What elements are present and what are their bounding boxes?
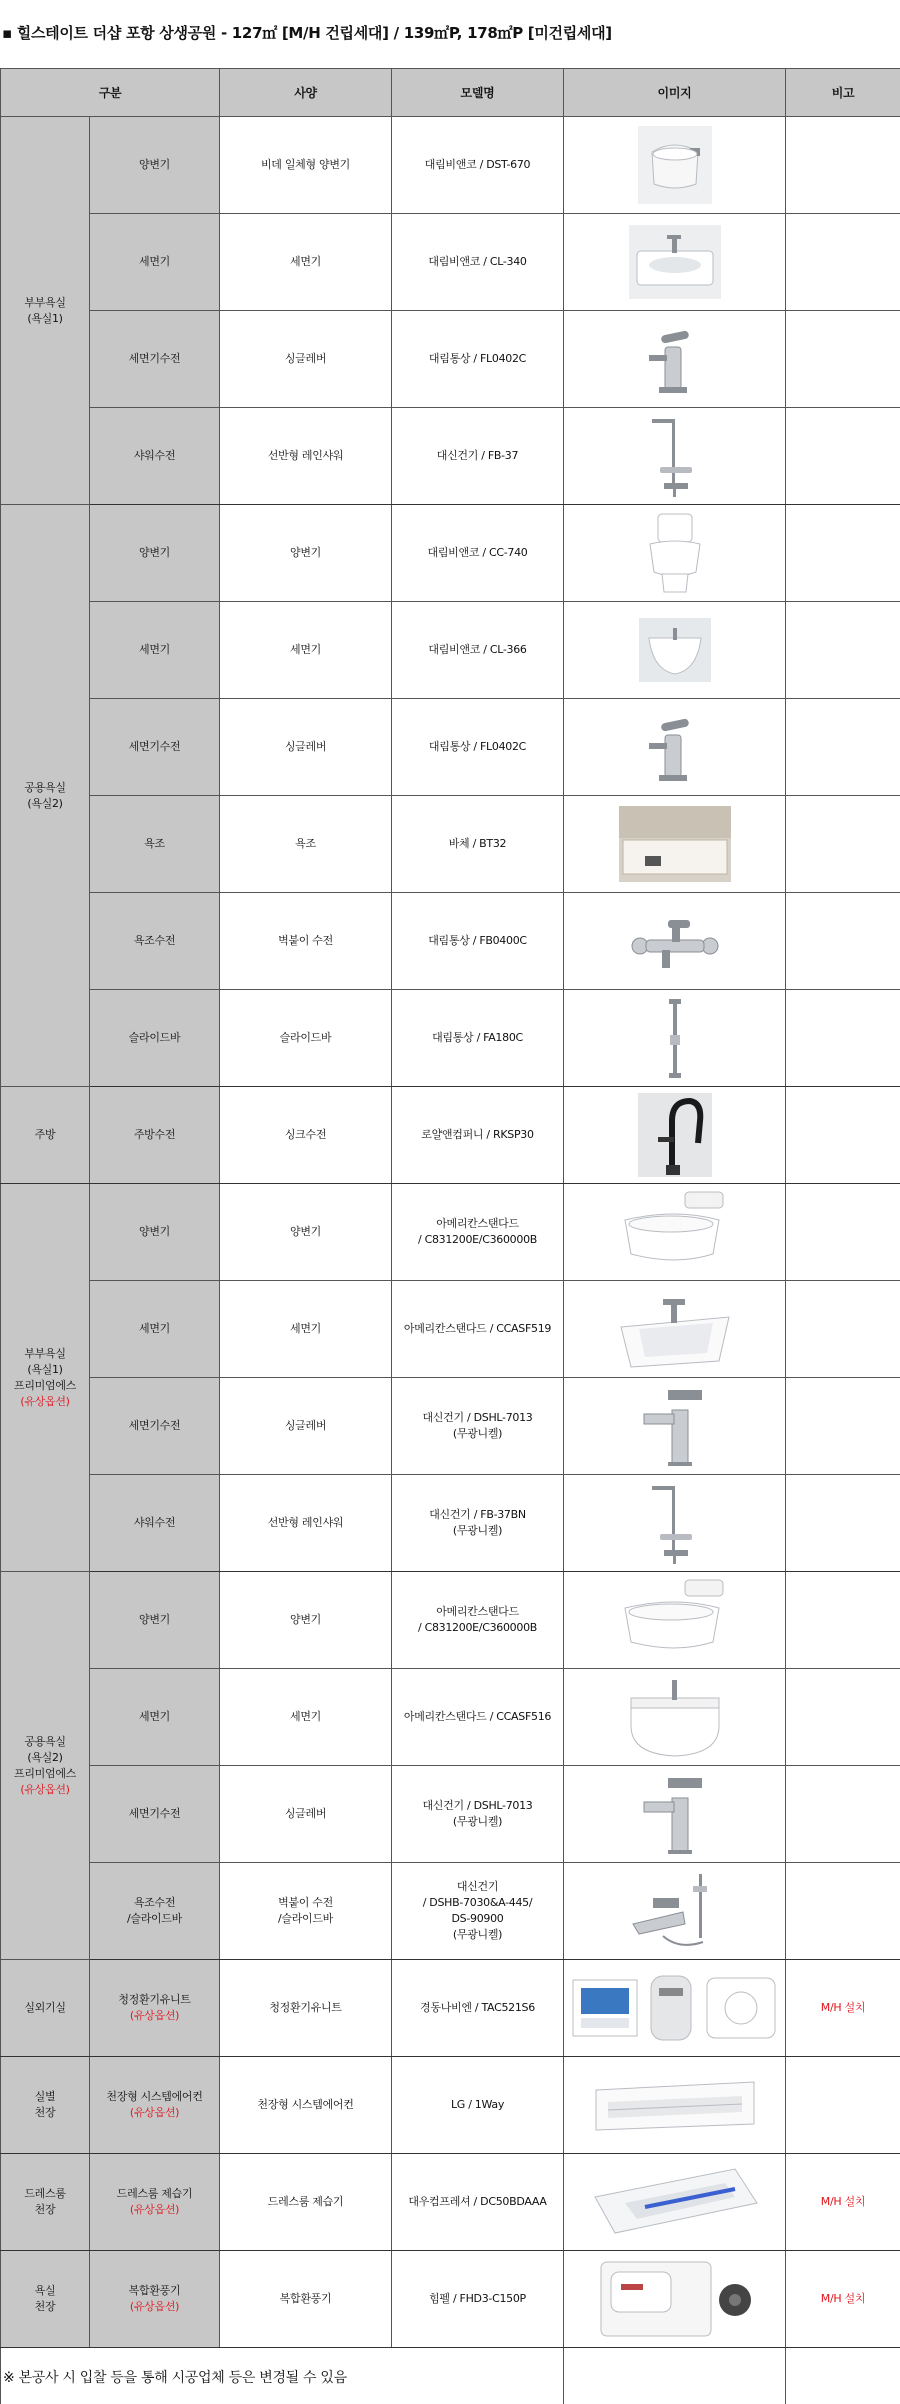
image-cell [564,505,786,602]
item-cell [90,214,220,311]
item-line: 세면기수전 [128,740,181,753]
spec-line: 세면기 [290,255,321,268]
note-cell: M/H 설치 [786,2251,900,2348]
table-row [1,1281,900,1378]
category-cell [1,1572,90,1960]
note-cell [786,990,900,1087]
model-line: (무광니켈) [452,1928,503,1941]
item-line: 욕조수전 [133,934,176,947]
image-cell [564,1960,786,2057]
note-cell [786,1281,900,1378]
image-cell [564,602,786,699]
item-line: /슬라이드바 [126,1912,183,1925]
image-cell [564,1184,786,1281]
header-note: 비고 [786,69,900,117]
note-cell [786,505,900,602]
spec-cell: 천장형 시스템에어컨 [220,2057,392,2154]
model-line: 대림비앤코 / CC-740 [427,546,528,559]
rain-shower-icon [564,1480,785,1566]
image-cell [564,2057,786,2154]
spec-cell [220,1184,392,1281]
item-cell [90,1378,220,1475]
item-cell [90,1281,220,1378]
item-cell [90,1475,220,1572]
one-piece-toilet-icon [564,510,785,596]
model-cell [392,1572,564,1669]
note-cell [786,1475,900,1572]
item-cell [90,1863,220,1960]
model-line: / DSHB-7030&A-445/ [422,1896,533,1909]
table-row [1,214,900,311]
model-cell [392,1281,564,1378]
note-cell [786,602,900,699]
spec-cell [220,602,392,699]
option-row [1,2057,900,2154]
bath-fan-icon [564,2256,785,2342]
category-line: (욕실2) [27,796,63,810]
model-line: 대신건기 / FB-37BN [429,1508,526,1521]
item-line: 드레스룸 제습기 [116,2187,193,2200]
table-row [1,990,900,1087]
header-spec: 사양 [220,69,392,117]
smart-toilet-icon [564,1190,785,1274]
model-line: 로얄앤컴퍼니 / RKSP30 [421,1128,534,1141]
item-cell [90,408,220,505]
note-cell [786,214,900,311]
note-cell [786,893,900,990]
model-line: 아메리칸스탠다드 / CCASF516 [403,1710,552,1723]
category-line: 욕실 [34,2284,56,2297]
item-cell [90,1669,220,1766]
model-line: 대림통상 / FA180C [432,1031,523,1044]
paid-option-label: (유상옵션) [20,1782,70,1796]
paid-option-label: (유상옵션) [129,2009,180,2022]
note-cell [786,1184,900,1281]
ceiling-ac-icon [564,2072,785,2138]
lever-faucet-icon [564,709,785,785]
item-line: 샤워수전 [133,1516,176,1529]
item-cell [90,1572,220,1669]
model-line: / C831200E/C360000B [417,1233,538,1246]
note-cell [786,1378,900,1475]
model-line: 대림통상 / FL0402C [428,352,527,365]
spec-line: 욕조 [295,837,316,850]
category-cell [1,505,90,1087]
spec-line: 세면기 [290,1710,321,1723]
image-cell [564,796,786,893]
spec-line: 싱글레버 [284,352,327,365]
bidet-toilet-icon [564,122,785,208]
model-line: 대신건기 [456,1880,499,1893]
image-cell [564,1378,786,1475]
model-cell [392,1184,564,1281]
header-row [1,69,900,117]
image-cell [564,990,786,1087]
spec-line: 슬라이드바 [279,1031,332,1044]
model-line: 아메리칸스탠다드 [436,1217,519,1230]
spec-cell [220,214,392,311]
table-row [1,117,900,214]
pedestal-basin-icon [564,1674,785,1760]
item-line: 세면기수전 [128,1807,181,1820]
table-row [1,1572,900,1669]
spec-line: 비데 일체형 양변기 [260,158,350,171]
wall-faucet-icon [564,906,785,976]
spec-cell [220,1475,392,1572]
item-cell [90,1184,220,1281]
item-line: 세면기 [139,1710,170,1723]
item-cell [90,2251,220,2348]
category-line: 공용욕실 [24,780,66,794]
square-basin-icon [564,1287,785,1371]
paid-option-label: (유상옵션) [129,2203,180,2216]
image-cell [564,408,786,505]
category-line: (욕실1) [27,311,63,325]
category-cell [1,117,90,505]
category-line: 공용욕실 [24,1734,66,1748]
item-cell [90,602,220,699]
item-line: 욕조수전 [133,1896,176,1909]
footnote-empty-cell [564,2348,786,2404]
note-cell [786,699,900,796]
item-line: 주방수전 [133,1128,176,1141]
item-cell [90,1960,220,2057]
model-line: DS-90900 [451,1912,504,1925]
slide-bar-icon [564,995,785,1081]
category-line: 주방 [34,1128,56,1141]
category-cell [1,1087,90,1184]
image-cell [564,1281,786,1378]
spec-line: 세면기 [290,643,321,656]
note-cell [786,796,900,893]
table-row [1,1378,900,1475]
model-cell [392,1766,564,1863]
bath-set-icon [564,1868,785,1954]
item-cell [90,699,220,796]
model-line: 대림비앤코 / DST-670 [424,158,531,171]
category-line: 실별 [34,2090,56,2103]
option-row [1,1960,900,2057]
spec-cell [220,699,392,796]
spec-line: 싱크수전 [284,1128,327,1141]
spec-cell [220,796,392,893]
square-faucet-icon [564,1772,785,1856]
spec-line: 양변기 [290,1613,321,1626]
image-cell [564,699,786,796]
item-line: 세면기 [139,1322,170,1335]
spec-line: 싱글레버 [284,1807,327,1820]
model-line: 대신건기 / FB-37 [436,449,519,462]
square-faucet-icon [564,1384,785,1468]
item-cell [90,2154,220,2251]
model-line: 대림비앤코 / CL-340 [428,255,527,268]
category-line: (욕실2) [27,1750,63,1764]
spec-cell [220,990,392,1087]
model-cell [392,214,564,311]
spec-cell: 복합환풍기 [220,2251,392,2348]
item-line: 세면기 [139,255,170,268]
model-line: 대림통상 / FB0400C [428,934,527,947]
image-cell [564,1572,786,1669]
header-image: 이미지 [564,69,786,117]
footnote: ※ 본공사 시 입찰 등을 통해 시공업체 등은 변경될 수 있음 [1,2348,564,2404]
note-cell: M/H 설치 [786,2154,900,2251]
category-line: 천장 [34,2300,56,2313]
spec-line: 싱글레버 [284,1419,327,1432]
image-cell [564,1669,786,1766]
spec-cell [220,1378,392,1475]
model-cell: 경동나비엔 / TAC521S6 [392,1960,564,2057]
spec-line: 선반형 레인샤워 [267,449,344,462]
table-row [1,1863,900,1960]
model-cell [392,1863,564,1960]
item-line: 세면기 [139,643,170,656]
item-line: 양변기 [139,1225,170,1238]
spec-cell [220,117,392,214]
model-cell [392,1087,564,1184]
image-cell [564,117,786,214]
option-row [1,2251,900,2348]
item-cell [90,311,220,408]
item-line: 샤워수전 [133,449,176,462]
image-cell [564,214,786,311]
image-cell [564,893,786,990]
item-cell [90,796,220,893]
category-cell [1,2251,90,2348]
model-cell [392,1475,564,1572]
model-cell: LG / 1Way [392,2057,564,2154]
item-line: 청정환기유니트 [118,1993,191,2006]
item-line: 욕조 [144,837,165,850]
model-cell [392,893,564,990]
image-cell [564,1475,786,1572]
note-cell [786,1087,900,1184]
item-cell [90,2057,220,2154]
note-cell [786,311,900,408]
spec-line: 선반형 레인샤워 [267,1516,344,1529]
item-cell [90,893,220,990]
header-model: 모델명 [392,69,564,117]
table-row [1,796,900,893]
page-title: ▪ 힐스테이트 더샵 포항 상생공원 - 127㎡ [M/H 건립세대] / 139㎡P, 178㎡P [미건립세대] [2,24,612,42]
table-row [1,505,900,602]
footnote-row [1,2348,900,2404]
spec-table [0,68,900,2404]
category-line: 프리미엄에스 [14,1378,76,1392]
item-cell [90,505,220,602]
model-line: 대신건기 / DSHL-7013 [422,1411,533,1424]
bathtub-icon [564,804,785,884]
model-line: 대림비앤코 / CL-366 [428,643,527,656]
model-line: 대림통상 / FL0402C [428,740,527,753]
note-cell: M/H 설치 [786,1960,900,2057]
spec-line: /슬라이드바 [277,1912,334,1925]
spec-cell [220,408,392,505]
model-cell [392,505,564,602]
note-cell [786,1863,900,1960]
spec-cell [220,311,392,408]
smart-toilet-icon [564,1578,785,1662]
note-cell [786,1572,900,1669]
model-cell [392,699,564,796]
spec-line: 양변기 [290,546,321,559]
category-cell [1,2154,90,2251]
spec-cell [220,505,392,602]
ventilation-unit-icon [564,1970,785,2046]
model-line: 아메리칸스탠다드 / CCASF519 [403,1322,552,1335]
model-cell: 힘펠 / FHD3-C150P [392,2251,564,2348]
model-cell [392,408,564,505]
category-line: 부부욕실 [24,1346,66,1360]
spec-line: 양변기 [290,1225,321,1238]
model-cell [392,990,564,1087]
model-cell [392,117,564,214]
spec-line: 벽붙이 수전 [278,934,333,947]
spec-line: 세면기 [290,1322,321,1335]
model-cell [392,796,564,893]
category-line: 드레스룸 [24,2187,66,2200]
spec-line: 벽붙이 수전 [278,1896,333,1909]
category-cell [1,1960,90,2057]
category-line: 부부욕실 [24,295,66,309]
image-cell [564,1087,786,1184]
item-line: 천장형 시스템에어컨 [106,2090,203,2103]
model-line: (무광니켈) [452,1427,503,1440]
spec-line: 싱글레버 [284,740,327,753]
spec-cell: 청정환기유니트 [220,1960,392,2057]
item-cell [90,117,220,214]
spec-cell [220,1669,392,1766]
model-line: (무광니켈) [452,1524,503,1537]
model-line: 바체 / BT32 [448,837,507,850]
item-line: 복합환풍기 [128,2284,181,2297]
image-cell [564,1766,786,1863]
paid-option-label: (유상옵션) [20,1394,70,1408]
item-cell [90,990,220,1087]
model-line: 대신건기 / DSHL-7013 [422,1799,533,1812]
spec-cell [220,1766,392,1863]
spec-cell [220,893,392,990]
wall-basin-icon [564,614,785,686]
table-row [1,699,900,796]
header-category: 구분 [1,69,220,117]
item-line: 세면기수전 [128,1419,181,1432]
category-cell [1,1184,90,1572]
image-cell [564,311,786,408]
spec-cell [220,1087,392,1184]
note-cell [786,2057,900,2154]
model-cell [392,602,564,699]
item-line: 양변기 [139,546,170,559]
category-line: 실외기실 [24,2001,66,2014]
dehumidifier-icon [564,2163,785,2241]
note-cell [786,117,900,214]
category-line: 프리미엄에스 [14,1766,76,1780]
note-cell [786,1669,900,1766]
table-row [1,602,900,699]
note-cell [786,408,900,505]
item-line: 양변기 [139,1613,170,1626]
sink-faucet-icon [564,1093,785,1177]
model-cell [392,1669,564,1766]
category-line: (욕실1) [27,1362,63,1376]
table-row [1,1087,900,1184]
image-cell [564,2154,786,2251]
model-cell: 대우컴프레셔 / DC50BDAAA [392,2154,564,2251]
paid-option-label: (유상옵션) [129,2300,180,2313]
model-line: (무광니켈) [452,1815,503,1828]
item-line: 세면기수전 [128,352,181,365]
spec-cell [220,1863,392,1960]
image-cell [564,1863,786,1960]
counter-basin-icon [564,221,785,303]
table-row [1,893,900,990]
category-line: 천장 [34,2106,56,2119]
category-cell [1,2057,90,2154]
image-cell [564,2251,786,2348]
category-line: 천장 [34,2203,56,2216]
table-row [1,408,900,505]
table-row [1,311,900,408]
item-line: 양변기 [139,158,170,171]
table-row [1,1669,900,1766]
table-row [1,1766,900,1863]
note-cell [786,1766,900,1863]
spec-cell: 드레스룸 제습기 [220,2154,392,2251]
table-row [1,1475,900,1572]
spec-cell [220,1572,392,1669]
model-cell [392,1378,564,1475]
table-row [1,1184,900,1281]
table-body [1,117,900,2404]
lever-faucet-icon [564,321,785,397]
option-row [1,2154,900,2251]
item-cell [90,1766,220,1863]
paid-option-label: (유상옵션) [129,2106,180,2119]
model-line: 아메리칸스탠다드 [436,1605,519,1618]
item-cell [90,1087,220,1184]
item-line: 슬라이드바 [128,1031,181,1044]
model-cell [392,311,564,408]
model-line: / C831200E/C360000B [417,1621,538,1634]
footnote-empty-cell [786,2348,900,2404]
rain-shower-icon [564,413,785,499]
spec-cell [220,1281,392,1378]
